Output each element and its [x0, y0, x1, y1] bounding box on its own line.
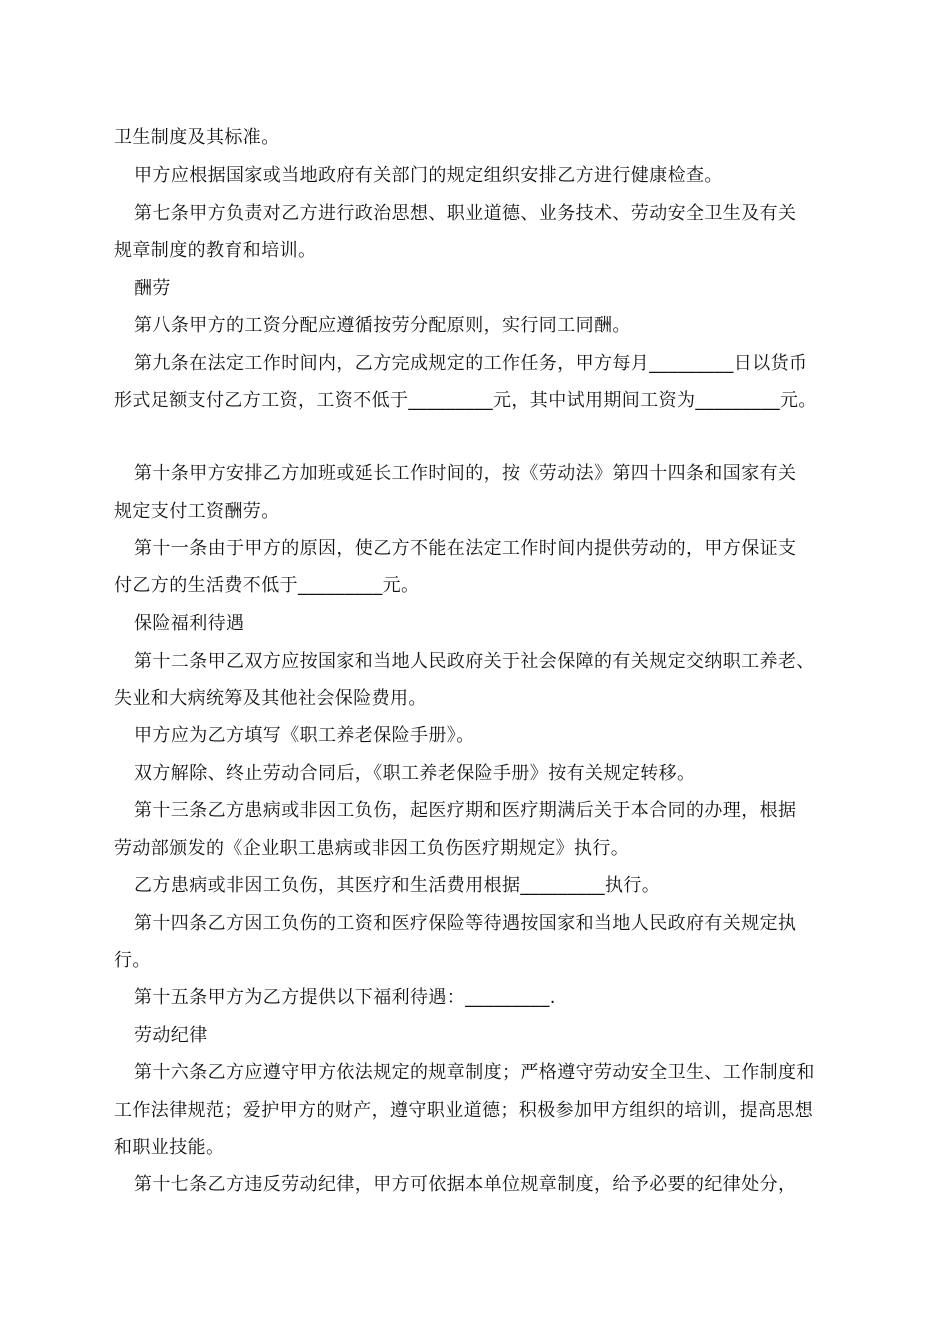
text-line: 卫生制度及其标准。 [114, 127, 280, 148]
text-line: 第十四条乙方因工负伤的工资和医疗保险等待遇按国家和当地人民政府有关规定执 [134, 913, 797, 934]
text-line: 行。 [114, 950, 151, 971]
text-line: 第十五条甲方为乙方提供以下福利待遇：_________. [134, 987, 556, 1008]
text-line: 付乙方的生活费不低于_________元。 [114, 575, 420, 596]
text-line: 第十一条由于甲方的原因，使乙方不能在法定工作时间内提供劳动的，甲方保证支 [134, 538, 797, 559]
text-line: 规章制度的教育和培训。 [114, 240, 317, 261]
section-heading: 劳动纪律 [134, 1025, 208, 1046]
text-line: 形式足额支付乙方工资，工资不低于_________元，其中试用期间工资为_________元。 [114, 390, 817, 411]
section-heading: 酬劳 [134, 278, 171, 299]
text-line: 第十六条乙方应遵守甲方依法规定的规章制度；严格遵守劳动安全卫生、工作制度和 [134, 1062, 815, 1083]
text-line: 甲方应为乙方填写《职工养老保险手册》。 [134, 725, 475, 746]
text-line: 劳动部颁发的《企业职工患病或非因工负伤医疗期规定》执行。 [114, 838, 630, 859]
text-line: 和职业技能。 [114, 1137, 225, 1158]
text-line: 规定支付工资酬劳。 [114, 501, 280, 522]
text-line: 甲方应根据国家或当地政府有关部门的规定组织安排乙方进行健康检查。 [134, 165, 723, 186]
text-line: 第八条甲方的工资分配应遵循按劳分配原则，实行同工同酬。 [134, 315, 631, 336]
text-line: 第十七条乙方违反劳动纪律，甲方可依据本单位规章制度，给予必要的纪律处分， [134, 1174, 797, 1195]
text-line: 双方解除、终止劳动合同后，《职工养老保险手册》按有关规定转移。 [134, 763, 696, 784]
text-line: 工作法律规范；爱护甲方的财产，遵守职业道德；积极参加甲方组织的培训，提高思想 [114, 1100, 814, 1121]
section-heading: 保险福利待遇 [134, 613, 245, 634]
text-line: 第七条甲方负责对乙方进行政治思想、职业道德、业务技术、劳动安全卫生及有关 [134, 203, 797, 224]
text-line: 第十三条乙方患病或非因工负伤，起医疗期和医疗期满后关于本合同的办理，根据 [134, 800, 797, 821]
text-line: 失业和大病统筹及其他社会保险费用。 [114, 688, 427, 709]
text-line: 第十二条甲乙双方应按国家和当地人民政府关于社会保障的有关规定交纳职工养老、 [134, 651, 815, 672]
text-line: 第十条甲方安排乙方加班或延长工作时间的，按《劳动法》第四十四条和国家有关 [134, 463, 797, 484]
text-line: 乙方患病或非因工负伤，其医疗和生活费用根据_________执行。 [134, 875, 661, 896]
text-line: 第九条在法定工作时间内，乙方完成规定的工作任务，甲方每月_________日以货币 [134, 353, 808, 374]
